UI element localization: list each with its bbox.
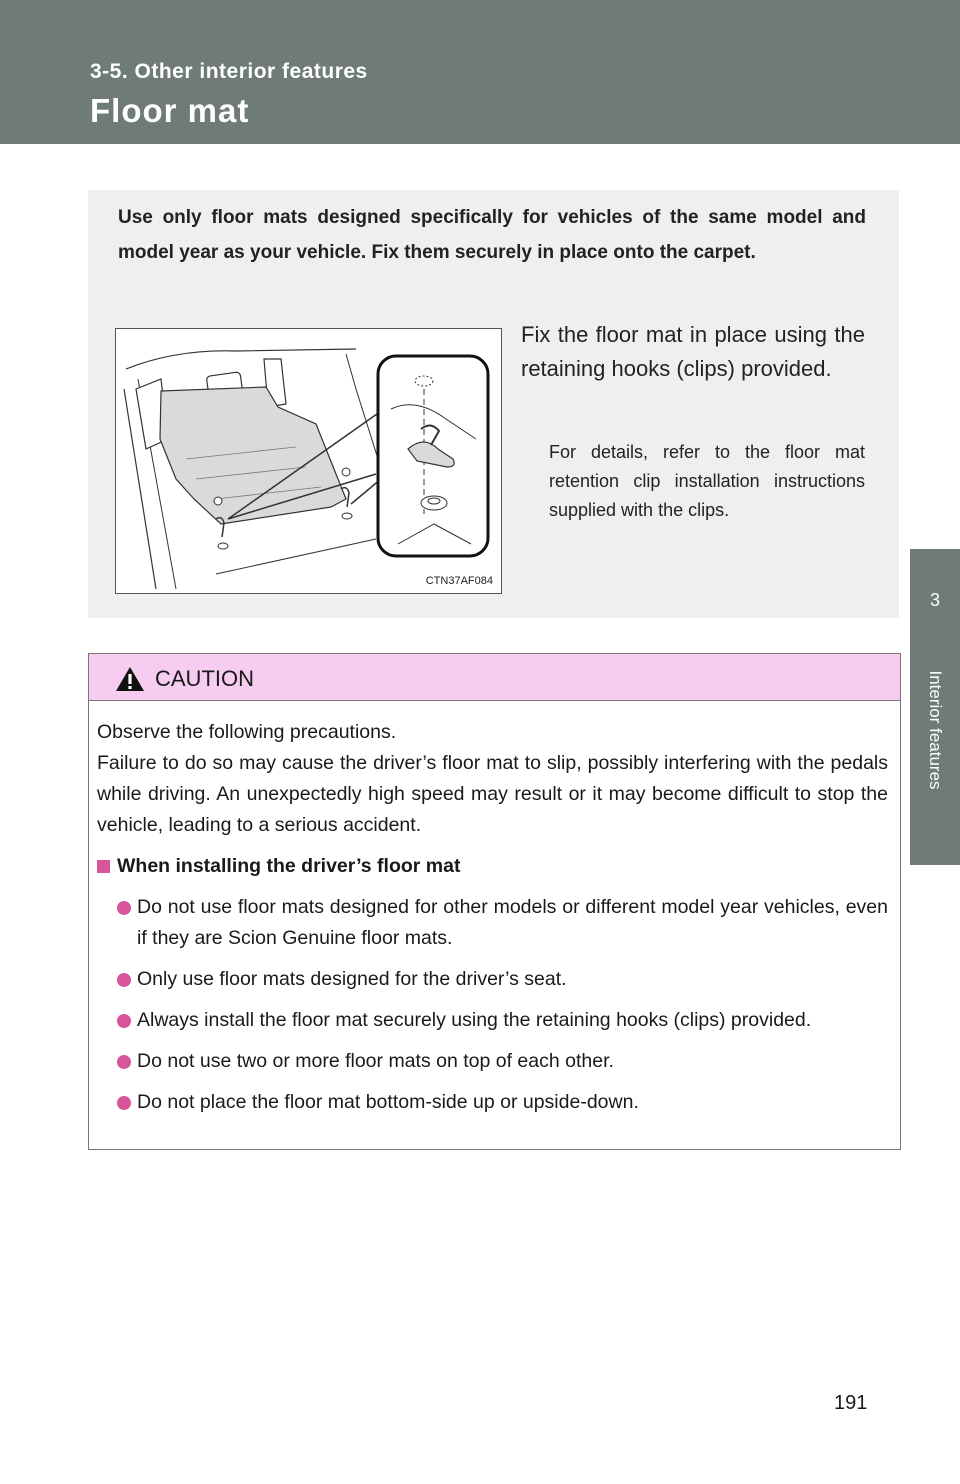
chapter-title: Interior features	[926, 670, 945, 790]
section-label: 3-5. Other interior features	[90, 60, 368, 83]
bullet-dot-icon	[117, 901, 131, 915]
bullet-dot-icon	[117, 1014, 131, 1028]
caution-body	[97, 717, 888, 1118]
chapter-number: 3	[929, 590, 940, 610]
caution-bullet-list	[97, 892, 888, 1118]
caution-title: CAUTION	[155, 666, 254, 691]
caution-subheading	[97, 851, 888, 882]
caution-subheading-text: When installing the driver’s floor mat	[117, 855, 461, 877]
instruction-text: Fix the floor mat in place using the retaining hooks (clips) provided.	[521, 322, 865, 381]
list-item-text: Do not place the floor mat bottom-side up or upside-down.	[137, 1091, 639, 1113]
warning-icon	[115, 666, 145, 692]
floor-mat-illustration	[115, 328, 502, 594]
detail-note: For details, refer to the floor mat retention clip installation instructions supplied with the clips.	[549, 442, 865, 520]
bullet-dot-icon	[117, 973, 131, 987]
bullet-dot-icon	[117, 1096, 131, 1110]
caution-text: Failure to do so may cause the driver’s floor mat to slip, possibly interfering with the pedals while driving. An unexpectedly high speed may result or it may become difficult to stop the vehicle, leading to a serious accident.	[97, 752, 888, 836]
floor-mat-drawing	[116, 329, 501, 593]
page-header	[0, 0, 910, 144]
bullet-dot-icon	[117, 1055, 131, 1069]
list-item-text: Do not use two or more floor mats on top of each other.	[137, 1050, 614, 1072]
list-item-text: Always install the floor mat securely using the retaining hooks (clips) provided.	[137, 1009, 812, 1031]
list-item	[97, 1087, 888, 1118]
page-number: 191	[834, 1392, 868, 1414]
list-item	[97, 1046, 888, 1077]
info-text: Use only floor mats designed specifically for vehicles of the same model and model year as your vehicle. Fix them securely in place onto the carpet.	[118, 207, 866, 263]
figure-code: CTN37AF084	[425, 575, 493, 587]
caution-intro: Observe the following precautions.	[97, 721, 397, 743]
list-item	[97, 964, 888, 995]
list-item-text: Only use floor mats designed for the driver’s seat.	[137, 968, 567, 990]
caution-header	[89, 654, 900, 701]
info-box	[88, 190, 899, 618]
list-item-text: Do not use floor mats designed for other models or different model year vehicles, even if they are Scion Genuine floor mats.	[137, 896, 888, 949]
page-title: Floor mat	[90, 92, 250, 129]
square-bullet-icon	[97, 860, 110, 873]
list-item	[97, 892, 888, 954]
chapter-side-tab	[910, 0, 960, 1484]
caution-box	[88, 653, 901, 1150]
list-item	[97, 1005, 888, 1036]
